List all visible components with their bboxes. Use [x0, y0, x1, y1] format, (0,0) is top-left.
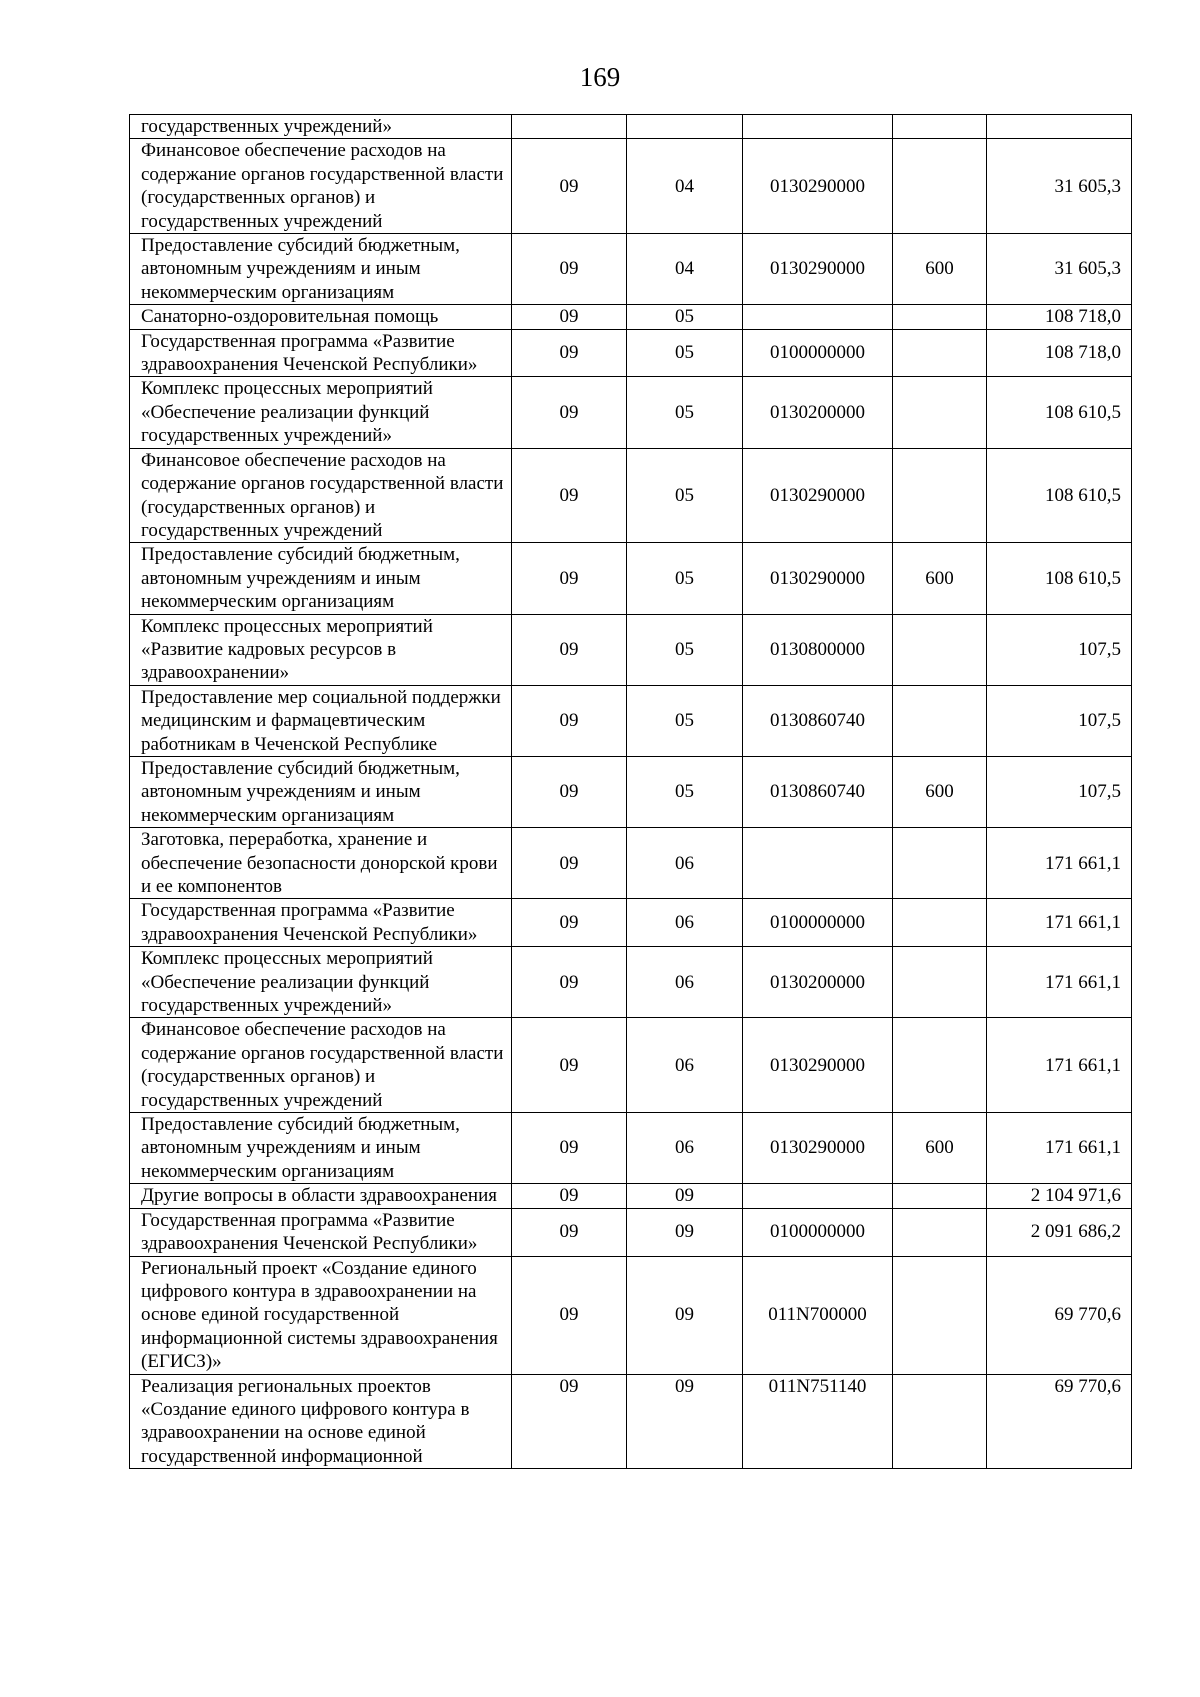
- subsection-code-cell: 05: [627, 305, 743, 329]
- expense-type-code-cell: [893, 1374, 987, 1469]
- subsection-code-cell: 06: [627, 1018, 743, 1113]
- section-code-cell: 09: [512, 448, 627, 543]
- subsection-code-cell: 09: [627, 1256, 743, 1374]
- section-code-cell: 09: [512, 305, 627, 329]
- target-article-code-cell: 0100000000: [743, 899, 893, 947]
- target-article-code-cell: 0130200000: [743, 947, 893, 1018]
- subsection-code-cell: 04: [627, 234, 743, 305]
- table-row: [130, 377, 1132, 448]
- expense-type-code-cell: [893, 947, 987, 1018]
- budget-table: [129, 114, 1132, 1469]
- table-row: [130, 305, 1132, 329]
- section-code-cell: [512, 115, 627, 139]
- subsection-code-cell: 06: [627, 899, 743, 947]
- expense-name-cell: Заготовка, переработка, хранение и обеспечение безопасности донорской крови и ее компонентов: [130, 828, 512, 899]
- budget-table-body: [130, 115, 1132, 1469]
- subsection-code-cell: [627, 115, 743, 139]
- target-article-code-cell: [743, 828, 893, 899]
- expense-type-code-cell: [893, 1208, 987, 1256]
- section-code-cell: 09: [512, 1256, 627, 1374]
- expense-name-cell: Региональный проект «Создание единого цифрового контура в здравоохранении на основе единой государственной информационной системы здравоохранения (ЕГИСЗ)»: [130, 1256, 512, 1374]
- expense-name-cell: Предоставление субсидий бюджетным, автономным учреждениям и иным некоммерческим организациям: [130, 756, 512, 827]
- table-row: [130, 756, 1132, 827]
- amount-cell: 108 610,5: [987, 543, 1132, 614]
- amount-cell: 171 661,1: [987, 947, 1132, 1018]
- expense-type-code-cell: [893, 1256, 987, 1374]
- expense-name-cell: Санаторно-оздоровительная помощь: [130, 305, 512, 329]
- amount-cell: 171 661,1: [987, 828, 1132, 899]
- target-article-code-cell: 0130290000: [743, 1018, 893, 1113]
- table-row: [130, 448, 1132, 543]
- table-row: [130, 139, 1132, 234]
- expense-name-cell: Комплекс процессных мероприятий «Обеспечение реализации функций государственных учреждений»: [130, 377, 512, 448]
- target-article-code-cell: 011N751140: [743, 1374, 893, 1469]
- subsection-code-cell: 05: [627, 448, 743, 543]
- table-row: [130, 614, 1132, 685]
- section-code-cell: 09: [512, 1208, 627, 1256]
- expense-type-code-cell: [893, 899, 987, 947]
- target-article-code-cell: 0100000000: [743, 1208, 893, 1256]
- target-article-code-cell: 011N700000: [743, 1256, 893, 1374]
- table-row: [130, 1018, 1132, 1113]
- amount-cell: 31 605,3: [987, 139, 1132, 234]
- section-code-cell: 09: [512, 947, 627, 1018]
- expense-type-code-cell: [893, 329, 987, 377]
- table-row: [130, 685, 1132, 756]
- section-code-cell: 09: [512, 685, 627, 756]
- subsection-code-cell: 09: [627, 1208, 743, 1256]
- subsection-code-cell: 05: [627, 614, 743, 685]
- target-article-code-cell: 0130290000: [743, 139, 893, 234]
- amount-cell: [987, 115, 1132, 139]
- expense-name-cell: Комплекс процессных мероприятий «Развитие кадровых ресурсов в здравоохранении»: [130, 614, 512, 685]
- target-article-code-cell: 0130800000: [743, 614, 893, 685]
- target-article-code-cell: 0130290000: [743, 448, 893, 543]
- expense-type-code-cell: 600: [893, 756, 987, 827]
- section-code-cell: 09: [512, 543, 627, 614]
- subsection-code-cell: 06: [627, 1113, 743, 1184]
- expense-name-cell: Другие вопросы в области здравоохранения: [130, 1184, 512, 1208]
- amount-cell: 107,5: [987, 685, 1132, 756]
- amount-cell: 69 770,6: [987, 1256, 1132, 1374]
- expense-type-code-cell: [893, 448, 987, 543]
- target-article-code-cell: [743, 305, 893, 329]
- table-row: [130, 543, 1132, 614]
- table-row: [130, 115, 1132, 139]
- expense-type-code-cell: [893, 1184, 987, 1208]
- expense-name-cell: Финансовое обеспечение расходов на содержание органов государственной власти (государственных органов) и государственных учреждений: [130, 1018, 512, 1113]
- page-number: 169: [579, 62, 621, 92]
- amount-cell: 171 661,1: [987, 1018, 1132, 1113]
- expense-type-code-cell: 600: [893, 1113, 987, 1184]
- expense-type-code-cell: [893, 614, 987, 685]
- target-article-code-cell: 0130290000: [743, 543, 893, 614]
- table-row: [130, 828, 1132, 899]
- amount-cell: 2 104 971,6: [987, 1184, 1132, 1208]
- table-row: [130, 234, 1132, 305]
- expense-type-code-cell: [893, 685, 987, 756]
- amount-cell: 108 610,5: [987, 377, 1132, 448]
- expense-name-cell: Государственная программа «Развитие здравоохранения Чеченской Республики»: [130, 329, 512, 377]
- section-code-cell: 09: [512, 614, 627, 685]
- section-code-cell: 09: [512, 1184, 627, 1208]
- target-article-code-cell: 0130290000: [743, 234, 893, 305]
- expense-name-cell: Реализация региональных проектов «Создание единого цифрового контура в здравоохранении на основе единой государственной информационной: [130, 1374, 512, 1469]
- target-article-code-cell: 0130860740: [743, 756, 893, 827]
- section-code-cell: 09: [512, 329, 627, 377]
- amount-cell: 108 610,5: [987, 448, 1132, 543]
- expense-name-cell: Предоставление субсидий бюджетным, автономным учреждениям и иным некоммерческим организациям: [130, 543, 512, 614]
- expense-name-cell: Государственная программа «Развитие здравоохранения Чеченской Республики»: [130, 899, 512, 947]
- table-row: [130, 899, 1132, 947]
- section-code-cell: 09: [512, 234, 627, 305]
- expense-type-code-cell: [893, 139, 987, 234]
- section-code-cell: 09: [512, 1374, 627, 1469]
- amount-cell: 108 718,0: [987, 329, 1132, 377]
- target-article-code-cell: 0130200000: [743, 377, 893, 448]
- table-row: [130, 1208, 1132, 1256]
- subsection-code-cell: 05: [627, 756, 743, 827]
- target-article-code-cell: 0130860740: [743, 685, 893, 756]
- section-code-cell: 09: [512, 899, 627, 947]
- subsection-code-cell: 05: [627, 543, 743, 614]
- section-code-cell: 09: [512, 139, 627, 234]
- subsection-code-cell: 05: [627, 377, 743, 448]
- expense-type-code-cell: [893, 828, 987, 899]
- expense-name-cell: Предоставление субсидий бюджетным, автономным учреждениям и иным некоммерческим организациям: [130, 1113, 512, 1184]
- target-article-code-cell: 0100000000: [743, 329, 893, 377]
- table-row: [130, 947, 1132, 1018]
- subsection-code-cell: 09: [627, 1374, 743, 1469]
- target-article-code-cell: 0130290000: [743, 1113, 893, 1184]
- expense-name-cell: Предоставление субсидий бюджетным, автономным учреждениям и иным некоммерческим организациям: [130, 234, 512, 305]
- table-row: [130, 1374, 1132, 1469]
- amount-cell: 171 661,1: [987, 899, 1132, 947]
- table-row: [130, 1256, 1132, 1374]
- subsection-code-cell: 06: [627, 828, 743, 899]
- amount-cell: 171 661,1: [987, 1113, 1132, 1184]
- subsection-code-cell: 06: [627, 947, 743, 1018]
- section-code-cell: 09: [512, 1113, 627, 1184]
- expense-type-code-cell: [893, 115, 987, 139]
- subsection-code-cell: 05: [627, 329, 743, 377]
- amount-cell: 2 091 686,2: [987, 1208, 1132, 1256]
- amount-cell: 69 770,6: [987, 1374, 1132, 1469]
- amount-cell: 31 605,3: [987, 234, 1132, 305]
- expense-type-code-cell: 600: [893, 234, 987, 305]
- section-code-cell: 09: [512, 1018, 627, 1113]
- section-code-cell: 09: [512, 756, 627, 827]
- expense-name-cell: Финансовое обеспечение расходов на содержание органов государственной власти (государственных органов) и государственных учреждений: [130, 448, 512, 543]
- expense-name-cell: Государственная программа «Развитие здравоохранения Чеченской Республики»: [130, 1208, 512, 1256]
- section-code-cell: 09: [512, 377, 627, 448]
- table-row: [130, 329, 1132, 377]
- table-row: [130, 1113, 1132, 1184]
- expense-type-code-cell: [893, 1018, 987, 1113]
- section-code-cell: 09: [512, 828, 627, 899]
- amount-cell: 107,5: [987, 614, 1132, 685]
- amount-cell: 107,5: [987, 756, 1132, 827]
- subsection-code-cell: 09: [627, 1184, 743, 1208]
- target-article-code-cell: [743, 1184, 893, 1208]
- target-article-code-cell: [743, 115, 893, 139]
- table-row: [130, 1184, 1132, 1208]
- expense-name-cell: Комплекс процессных мероприятий «Обеспечение реализации функций государственных учреждений»: [130, 947, 512, 1018]
- expense-type-code-cell: [893, 377, 987, 448]
- subsection-code-cell: 04: [627, 139, 743, 234]
- expense-name-cell: Предоставление мер социальной поддержки медицинским и фармацевтическим работникам в Чеченской Республике: [130, 685, 512, 756]
- expense-name-cell: Финансовое обеспечение расходов на содержание органов государственной власти (государственных органов) и государственных учреждений: [130, 139, 512, 234]
- expense-type-code-cell: [893, 305, 987, 329]
- subsection-code-cell: 05: [627, 685, 743, 756]
- expense-type-code-cell: 600: [893, 543, 987, 614]
- expense-name-cell: государственных учреждений»: [130, 115, 512, 139]
- amount-cell: 108 718,0: [987, 305, 1132, 329]
